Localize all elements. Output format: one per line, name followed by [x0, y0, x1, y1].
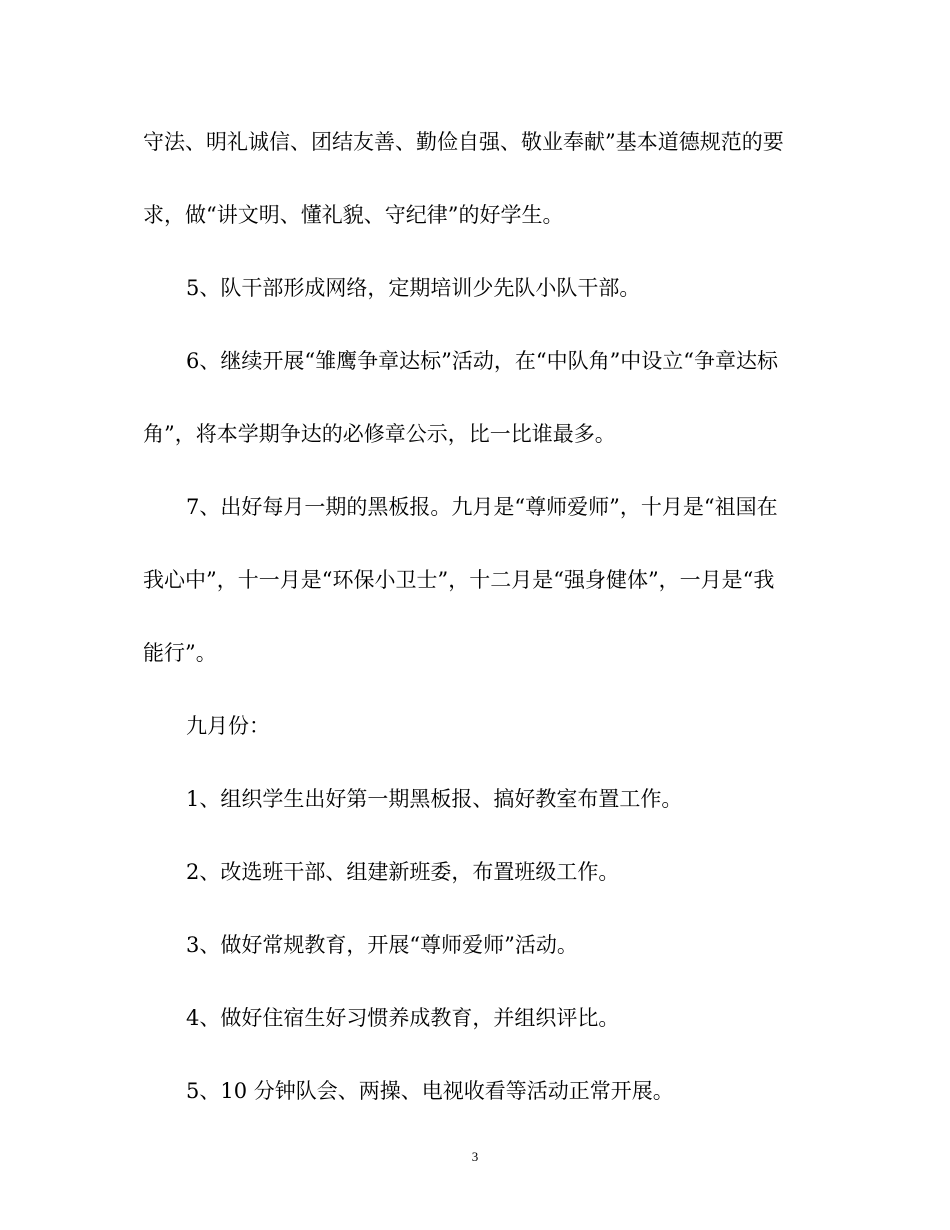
- text-line: 4、做好住宿生好习惯养成教育，并组织评比。: [186, 1006, 620, 1030]
- section-heading: 九月份：: [186, 714, 270, 738]
- text-line: 求，做“讲文明、懂礼貌、守纪律”的好学生。: [143, 203, 564, 227]
- text-line: 能行”。: [143, 641, 217, 665]
- text-line: 1、组织学生出好第一期黑板报、搞好教室布置工作。: [186, 787, 683, 811]
- text-line: 3、做好常规教育，开展“尊师爱师”活动。: [186, 933, 578, 957]
- text-line: 6、继续开展“雏鹰争章达标”活动，在“中队角”中设立“争章达标: [186, 349, 779, 373]
- text-line: 7、出好每月一期的黑板报。九月是“尊师爱师”，十月是“祖国在: [186, 495, 778, 519]
- text-line: 角”，将本学期争达的必修章公示，比一比谁最多。: [143, 422, 616, 446]
- text-line: 5、10 分钟队会、两操、电视收看等活动正常开展。: [186, 1079, 674, 1103]
- text-line: 5、队干部形成网络，定期培训少先队小队干部。: [186, 276, 641, 300]
- text-line: 守法、明礼诚信、团结友善、勤俭自强、敬业奉献”基本道德规范的要: [143, 130, 784, 154]
- text-line: 我心中”，十一月是“环保小卫士”，十二月是“强身健体”，一月是“我: [143, 568, 775, 592]
- page-number: 3: [471, 1149, 479, 1164]
- text-line: 2、改选班干部、组建新班委，布置班级工作。: [186, 860, 620, 884]
